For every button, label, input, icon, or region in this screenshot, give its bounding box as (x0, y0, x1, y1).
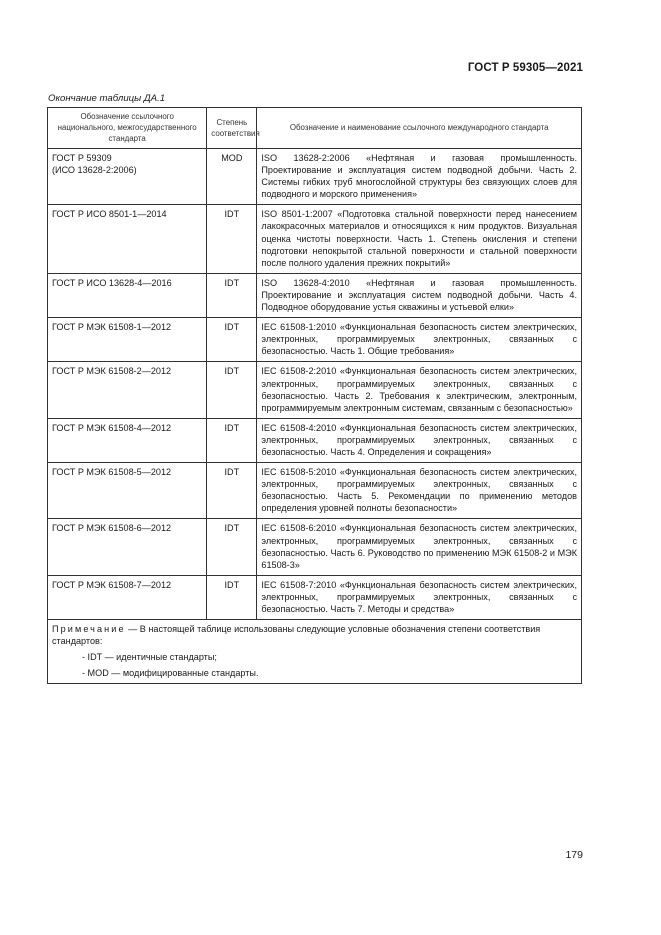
header-national-standard: Обозначение ссылочного национального, межгосударственного стандарта (48, 108, 207, 149)
national-standard-code: ГОСТ Р 59309 (52, 153, 112, 163)
note-text: — В настоящей таблице использованы следующие условные обозначения степени соответствия стандартов: (52, 624, 541, 647)
table-row (48, 519, 582, 575)
international-standard-cell: ISO 13628-4:2010 «Нефтяная и газовая промышленность. Проектирование и эксплуатация систем подводной добычи. Часть 4. Подводное оборудование устья скважины и устьевой елки» (257, 273, 582, 317)
degree-cell: IDT (207, 418, 257, 462)
national-standard-code: ГОСТ Р МЭК 61508-4—2012 (52, 422, 172, 433)
table-note (48, 620, 582, 684)
header-international-standard: Обозначение и наименование ссылочного международного стандарта (257, 108, 582, 149)
degree-cell: IDT (207, 205, 257, 273)
national-standard-cell (48, 575, 207, 619)
degree-cell: IDT (207, 463, 257, 519)
degree-cell: MOD (207, 149, 257, 205)
table-caption: Окончание таблицы ДА.1 (48, 93, 166, 104)
note-paragraph (52, 623, 577, 647)
national-standard-sub: (ИСО 13628-2:2006) (52, 165, 137, 176)
table-row (48, 205, 582, 273)
national-standard-cell (48, 273, 207, 317)
table-row (48, 418, 582, 462)
header-degree: Степень соответствия (207, 108, 257, 149)
degree-cell: IDT (207, 519, 257, 575)
table-row (48, 463, 582, 519)
reference-standards-table (47, 107, 582, 684)
national-standard-cell (48, 418, 207, 462)
national-standard-code: ГОСТ Р ИСО 8501-1—2014 (52, 209, 167, 220)
page-number: 179 (565, 849, 583, 861)
national-standard-code: ГОСТ Р МЭК 61508-5—2012 (52, 467, 172, 478)
national-standard-code: ГОСТ Р МЭК 61508-6—2012 (52, 523, 172, 534)
note-row (48, 620, 582, 684)
international-standard-cell: IEC 61508-1:2010 «Функциональная безопасность систем электрических, электронных, программируемых электронных, связанных с безопасностью. Часть 1. Общие требования» (257, 318, 582, 362)
international-standard-cell: IEC 61508-7:2010 «Функциональная безопасность систем электрических, электронных, программируемых электронных, связанных с безопасностью. Часть 7. Методы и средства» (257, 575, 582, 619)
international-standard-cell: IEC 61508-2:2010 «Функциональная безопасность систем электрических, электронных, программируемых электронных, связанных с безопасностью. Часть 2. Требования к электрическим, электронным, программируемым электронным системам, связанным с безопасностью» (257, 362, 582, 418)
national-standard-cell (48, 362, 207, 418)
international-standard-cell: IEC 61508-5:2010 «Функциональная безопасность систем электрических, электронных, программируемых электронных, связанных с безопасностью. Часть 5. Рекомендации по применению методов определения уровней полноты безопасности» (257, 463, 582, 519)
degree-cell: IDT (207, 273, 257, 317)
table-body (48, 149, 582, 620)
table-row (48, 318, 582, 362)
national-standard-cell (48, 205, 207, 273)
national-standard-cell (48, 463, 207, 519)
document-code: ГОСТ Р 59305—2021 (467, 62, 583, 74)
national-standard-code: ГОСТ Р ИСО 13628-4—2016 (52, 277, 172, 288)
degree-cell: IDT (207, 575, 257, 619)
table-row (48, 362, 582, 418)
international-standard-cell: IEC 61508-6:2010 «Функциональная безопасность систем электрических, электронных, программируемых электронных, связанных с безопасностью. Часть 6. Руководство по применению МЭК 61508-2 и МЭК 61508-3» (257, 519, 582, 575)
table-row (48, 149, 582, 205)
note-item-mod: - MOD — модифицированные стандарты. (82, 668, 259, 679)
international-standard-cell: ISO 8501-1:2007 «Подготовка стальной поверхности перед нанесением лакокрасочных материалов и относящихся к ним продуктов. Визуальная оценка чистоты поверхности. Часть 1. Степень окисления и степени подготовки непокрытой стальной поверхности и стальной поверхности после полного удаления прежних покрытий» (257, 205, 582, 273)
note-label: Примечание (52, 624, 126, 635)
table-row (48, 273, 582, 317)
degree-cell: IDT (207, 318, 257, 362)
national-standard-cell (48, 149, 207, 205)
national-standard-cell (48, 318, 207, 362)
table-header-row (48, 108, 582, 149)
national-standard-code: ГОСТ Р МЭК 61508-7—2012 (52, 579, 172, 590)
table-row (48, 575, 582, 619)
national-standard-code: ГОСТ Р МЭК 61508-1—2012 (52, 322, 172, 333)
national-standard-code: ГОСТ Р МЭК 61508-2—2012 (52, 366, 172, 377)
international-standard-cell: ISO 13628-2:2006 «Нефтяная и газовая промышленность. Проектирование и эксплуатация систем подводной добычи. Часть 2. Системы гибких труб многослойной структуры без связующих слоев для подводного и морского применения» (257, 149, 582, 205)
national-standard-cell (48, 519, 207, 575)
international-standard-cell: IEC 61508-4:2010 «Функциональная безопасность систем электрических, электронных, программируемых электронных, связанных с безопасностью. Часть 4. Определения и сокращения» (257, 418, 582, 462)
degree-cell: IDT (207, 362, 257, 418)
note-item-idt: - IDT — идентичные стандарты; (82, 652, 217, 663)
